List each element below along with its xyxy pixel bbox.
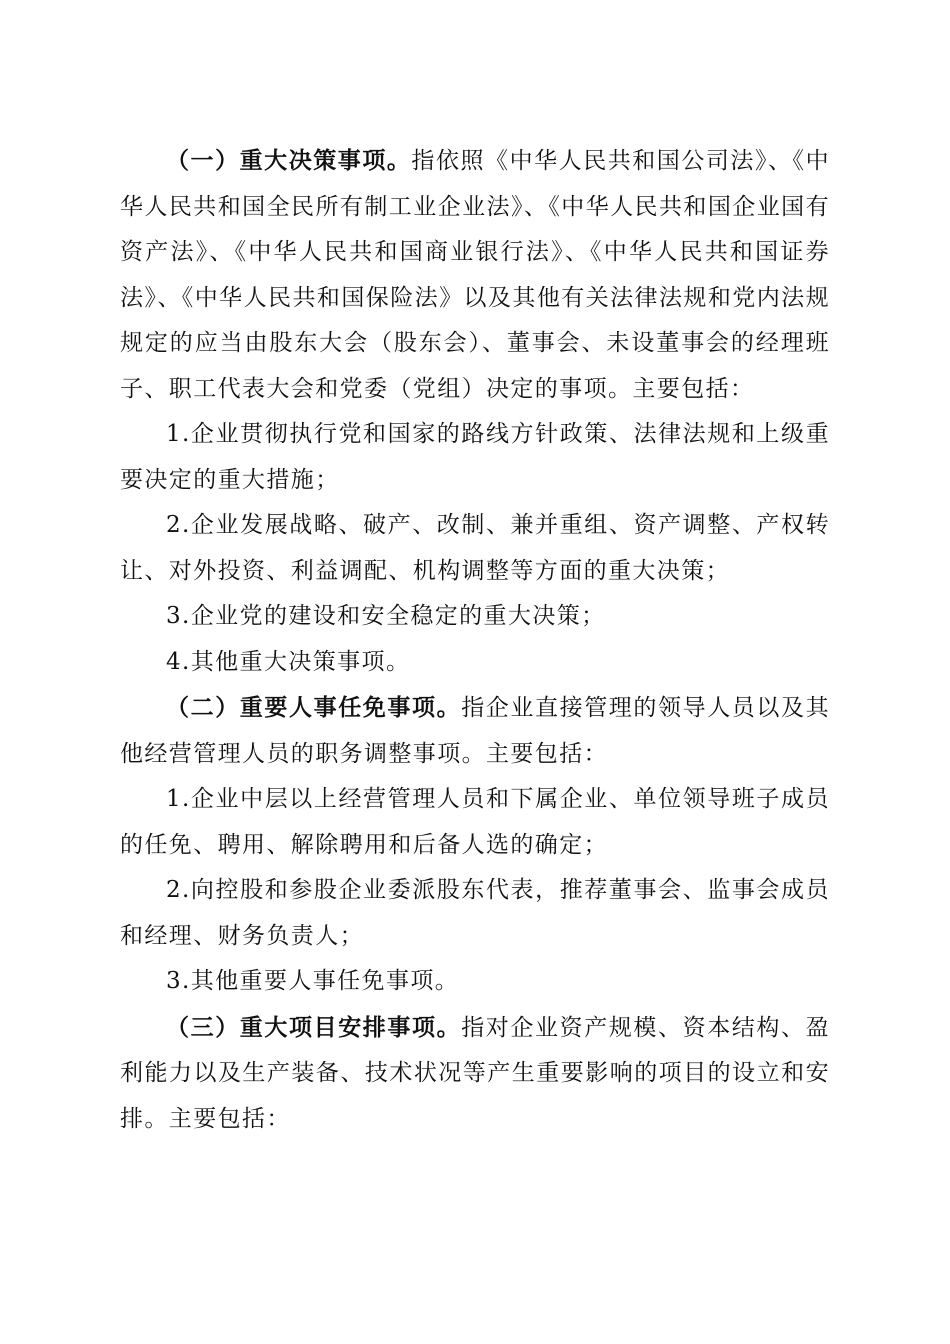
section-1-heading: （一）重大决策事项。 bbox=[166, 147, 412, 174]
section-1-item-3: 3.企业党的建设和安全稳定的重大决策； bbox=[166, 603, 606, 629]
section-2-body: 指企业直接管理的领导人员以及其他经营管理人员的职务调整事项。主要包括： bbox=[120, 695, 830, 767]
section-2-paragraph bbox=[120, 685, 830, 777]
section-1-item-1: 1.企业贯彻执行党和国家的路线方针政策、法律法规和上级重要决定的重大措施； bbox=[120, 421, 830, 493]
document-page bbox=[120, 138, 830, 1142]
section-3-paragraph bbox=[120, 1005, 830, 1143]
section-2-item-2: 2.向控股和参股企业委派股东代表，推荐董事会、监事会成员和经理、财务负责人； bbox=[120, 877, 830, 949]
section-2-item-3: 3.其他重要人事任免事项。 bbox=[166, 968, 460, 994]
section-3-heading: （三）重大项目安排事项。 bbox=[166, 1013, 462, 1041]
section-1-item-2: 2.企业发展战略、破产、改制、兼并重组、资产调整、产权转让、对外投资、利益调配、机构调整等方面的重大决策； bbox=[120, 512, 830, 584]
section-1-paragraph bbox=[120, 138, 830, 412]
section-3-body: 指对企业资产规模、资本结构、盈利能力以及生产装备、技术状况等产生重要影响的项目的设立和安排。主要包括： bbox=[120, 1014, 830, 1132]
section-2-item-1: 1.企业中层以上经营管理人员和下属企业、单位领导班子成员的任免、聘用、解除聘用和后备人选的确定； bbox=[120, 786, 830, 858]
section-1-body: 指依照《中华人民共和国公司法》、《中华人民共和国全民所有制工业企业法》、《中华人民共和国企业国有资产法》、《中华人民共和国商业银行法》、《中华人民共和国证券法》、《中华人民共和国保险法》以及其他有关法律法规和党内法规规定的应当由股东大会（股东会）、董事会、未设董事会的经理班子、职工代表大会和党委（党组）决定的事项。主要包括： bbox=[120, 148, 830, 402]
section-1-item-4: 4.其他重大决策事项。 bbox=[166, 648, 411, 675]
section-2-heading: （二）重要人事任免事项。 bbox=[166, 694, 462, 721]
